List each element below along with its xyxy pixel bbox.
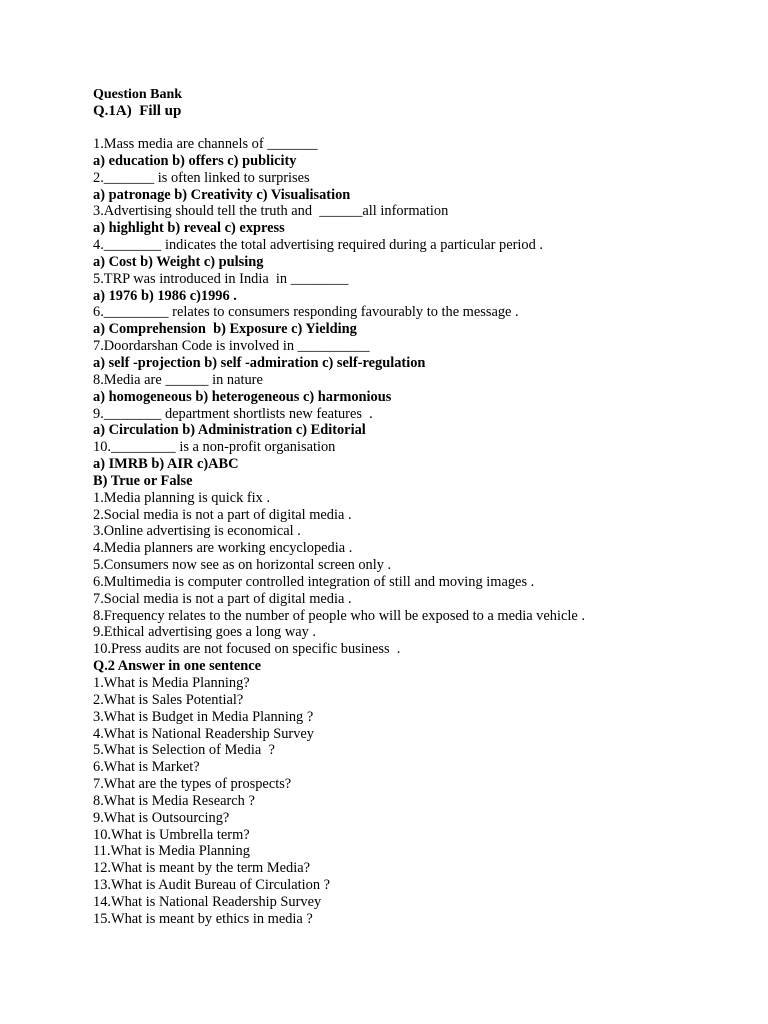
one-sentence-item: 7.What are the types of prospects? <box>93 776 292 793</box>
one-sentence-item: 11.What is Media Planning <box>93 843 250 860</box>
true-false-item: 8.Frequency relates to the number of people who will be exposed to a media vehicle . <box>93 607 585 624</box>
fill-up-question: 7.Doordarshan Code is involved in __________ <box>93 338 370 355</box>
true-false-item: 4.Media planners are working encyclopedia . <box>93 540 353 557</box>
fill-up-options: a) highlight b) reveal c) express <box>93 220 285 237</box>
true-false-item: 6.Multimedia is computer controlled integration of still and moving images . <box>93 573 535 590</box>
fill-up-options: a) education b) offers c) publicity <box>93 152 297 169</box>
true-false-item: 3.Online advertising is economical . <box>93 523 301 540</box>
fill-up-question: 5.TRP was introduced in India in ________ <box>93 270 349 287</box>
fill-up-question: 4.________ indicates the total advertising required during a particular period . <box>93 237 543 254</box>
fill-up-question: 2._______ is often linked to surprises <box>93 169 310 186</box>
fill-up-question: 1.Mass media are channels of _______ <box>93 136 318 152</box>
true-false-item: 2.Social media is not a part of digital media . <box>93 506 352 523</box>
one-sentence-item: 2.What is Sales Potential? <box>93 691 244 708</box>
q2-heading: Q.2 Answer in one sentence <box>93 658 262 675</box>
true-false-item: 1.Media planning is quick fix . <box>93 489 271 506</box>
true-false-item: 5.Consumers now see as on horizontal screen only . <box>93 557 392 574</box>
fill-up-section <box>93 136 753 473</box>
one-sentence-item: 1.What is Media Planning? <box>93 675 250 691</box>
fill-up-options: a) 1976 b) 1986 c)1996 . <box>93 287 237 304</box>
fill-up-options: a) homogeneous b) heterogeneous c) harmonious <box>93 388 392 405</box>
true-false-section <box>93 490 753 658</box>
true-false-item: 7.Social media is not a part of digital media . <box>93 590 352 607</box>
fill-up-question: 10._________ is a non-profit organisation <box>93 439 336 456</box>
one-sentence-item: 15.What is meant by ethics in media ? <box>93 910 313 927</box>
fill-up-options: a) self -projection b) self -admiration c) self-regulation <box>93 354 426 371</box>
fill-up-options: a) patronage b) Creativity c) Visualisation <box>93 186 351 203</box>
document-page <box>93 87 753 928</box>
one-sentence-item: 14.What is National Readership Survey <box>93 893 322 910</box>
one-sentence-section <box>93 675 753 928</box>
blank-line <box>93 120 753 136</box>
true-false-item: 10.Press audits are not focused on specific business . <box>93 641 401 658</box>
fill-up-question: 6._________ relates to consumers responding favourably to the message . <box>93 304 519 321</box>
one-sentence-item: 9.What is Outsourcing? <box>93 809 230 826</box>
true-false-heading: B) True or False <box>93 472 193 489</box>
one-sentence-item: 3.What is Budget in Media Planning ? <box>93 708 314 725</box>
fill-up-question: 8.Media are ______ in nature <box>93 371 263 388</box>
fill-up-options: a) Comprehension b) Exposure c) Yielding <box>93 321 357 338</box>
one-sentence-item: 4.What is National Readership Survey <box>93 725 315 742</box>
fill-up-options: a) Circulation b) Administration c) Editorial <box>93 422 366 439</box>
one-sentence-item: 8.What is Media Research ? <box>93 792 255 809</box>
fill-up-question: 3.Advertising should tell the truth and ______all information <box>93 203 449 220</box>
one-sentence-item: 6.What is Market? <box>93 759 200 776</box>
one-sentence-item: 13.What is Audit Bureau of Circulation ? <box>93 877 330 894</box>
one-sentence-item: 5.What is Selection of Media ? <box>93 742 275 759</box>
fill-up-question: 9.________ department shortlists new features . <box>93 405 373 422</box>
one-sentence-item: 10.What is Umbrella term? <box>93 826 250 843</box>
one-sentence-item: 12.What is meant by the term Media? <box>93 860 310 877</box>
q1-heading: Q.1A) Fill up <box>93 103 182 119</box>
fill-up-options: a) Cost b) Weight c) pulsing <box>93 253 264 270</box>
document-title: Question Bank <box>93 87 183 102</box>
true-false-item: 9.Ethical advertising goes a long way . <box>93 624 316 641</box>
fill-up-options: a) IMRB b) AIR c)ABC <box>93 456 239 473</box>
